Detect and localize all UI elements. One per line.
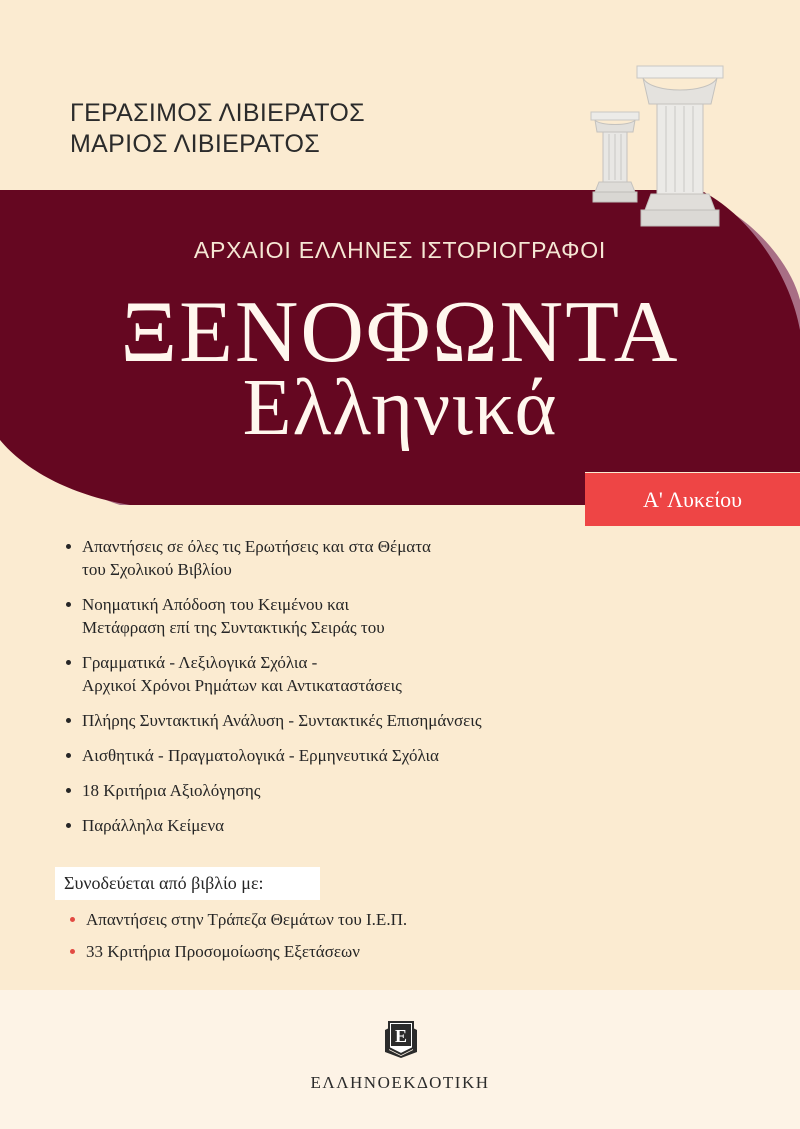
book-subtitle: Ελληνικά: [242, 364, 558, 452]
publisher-name: ΕΛΛΗΝΟΕΚΔΟΤΙΚΗ: [310, 1073, 490, 1092]
bullet-icon: [66, 753, 71, 758]
bullet-icon: [66, 660, 71, 665]
feature-item: Απαντήσεις σε όλες τις Ερωτήσεις και στα Θέματα του Σχολικού Βιβλίου: [66, 535, 482, 581]
extra-item: 33 Κριτήρια Προσομοίωσης Εξετάσεων: [70, 940, 407, 963]
author-name: ΜΑΡΙΟΣ ΛΙΒΙΕΡΑΤΟΣ: [70, 130, 320, 158]
large-column: [637, 66, 723, 226]
bullet-icon: [70, 949, 75, 954]
bullet-icon: [66, 718, 71, 723]
book-title: ΞΕΝΟΦΩΝΤΑ: [120, 284, 680, 381]
author-name: ΓΕΡΑΣΙΜΟΣ ΛΙΒΙΕΡΑΤΟΣ: [70, 99, 365, 127]
small-column: [591, 112, 639, 202]
feature-item: Παράλληλα Κείμενα: [66, 814, 482, 837]
grade-badge: Α' Λυκείου: [585, 473, 800, 526]
series-title: ΑΡΧΑΙΟΙ ΕΛΛΗΝΕΣ ΙΣΤΟΡΙΟΓΡΑΦΟΙ: [193, 237, 607, 263]
extra-item: Απαντήσεις στην Τράπεζα Θεμάτων του Ι.Ε.Π.: [70, 908, 407, 931]
logo-letter: Ε: [394, 1026, 408, 1046]
bullet-icon: [66, 602, 71, 607]
feature-item: Πλήρης Συντακτική Ανάλυση - Συντακτικές Επισημάνσεις: [66, 709, 482, 732]
bullet-icon: [66, 823, 71, 828]
bullet-icon: [66, 788, 71, 793]
bullet-icon: [66, 544, 71, 549]
columns-image: [585, 64, 735, 234]
features-list: [66, 535, 482, 849]
feature-item: 18 Κριτήρια Αξιολόγησης: [66, 779, 482, 802]
publisher-book-logo: [383, 1018, 419, 1058]
bullet-icon: [70, 917, 75, 922]
accompanied-label: Συνοδεύεται από βιβλίο με:: [55, 867, 320, 900]
extras-list: [70, 908, 407, 972]
feature-item: Γραμματικά - Λεξιλογικά Σχόλια - Αρχικοί Χρόνοι Ρημάτων και Αντικαταστάσεις: [66, 651, 482, 697]
footer: [0, 990, 800, 1129]
feature-item: Νοηματική Απόδοση του Κειμένου και Μετάφραση επί της Συντακτικής Σειράς του: [66, 593, 482, 639]
feature-item: Αισθητικά - Πραγματολογικά - Ερμηνευτικά Σχόλια: [66, 744, 482, 767]
